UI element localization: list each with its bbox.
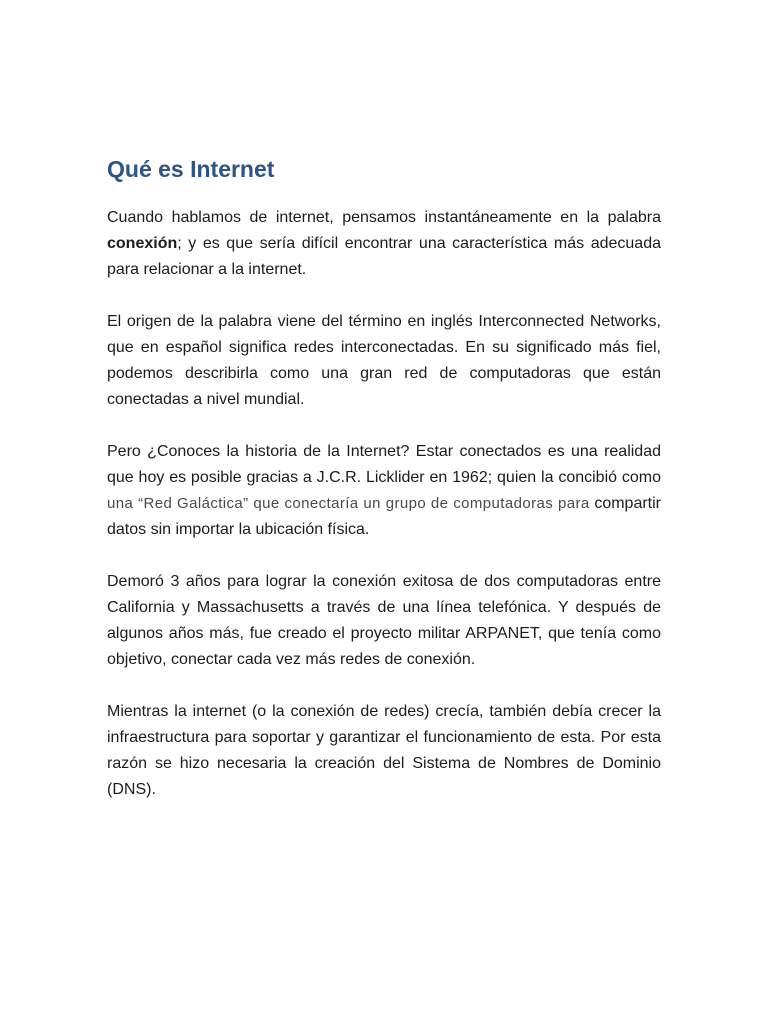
paragraph-4: Demoró 3 años para lograr la conexión exitosa de dos computadoras entre California y Massachusetts a través de una línea telefónica. Y después de algunos años más, fue creado el proyecto militar ARPANET, que tenía como objetivo, conectar cada vez más redes de conexión.	[107, 573, 661, 668]
paragraph-3-quote-text: una “Red Galáctica” que conectaría un grupo de computadoras para	[107, 495, 590, 512]
document-page	[107, 150, 661, 829]
page-title: Qué es Internet	[107, 156, 275, 182]
paragraph-3	[107, 439, 661, 543]
paragraph-3-text-start: Pero ¿Conoces la historia de la Internet? Estar conectados es una realidad que hoy es posible gracias a J.C.R. Licklider en 1962; quien la concibió como	[107, 443, 661, 486]
paragraph-1	[107, 205, 661, 283]
paragraph-1-text-start: Cuando hablamos de internet, pensamos instantáneamente en la palabra	[107, 209, 661, 226]
paragraph-5: Mientras la internet (o la conexión de redes) crecía, también debía crecer la infraestructura para soportar y garantizar el funcionamiento de esta. Por esta razón se hizo necesaria la creación del Sistema de Nombres de Dominio (DNS).	[107, 703, 661, 798]
bold-term-conexion: conexión	[107, 235, 178, 252]
paragraph-2: El origen de la palabra viene del término en inglés Interconnected Networks, que en español significa redes interconectadas. En su significado más fiel, podemos describirla como una gran red de computadoras que están conectadas a nivel mundial.	[107, 313, 661, 408]
paragraph-1-text-end: ; y es que sería difícil encontrar una característica más adecuada para relacionar a la internet.	[107, 235, 661, 278]
paragraph-3-text-end: compartir datos sin importar la ubicación física.	[107, 495, 662, 538]
